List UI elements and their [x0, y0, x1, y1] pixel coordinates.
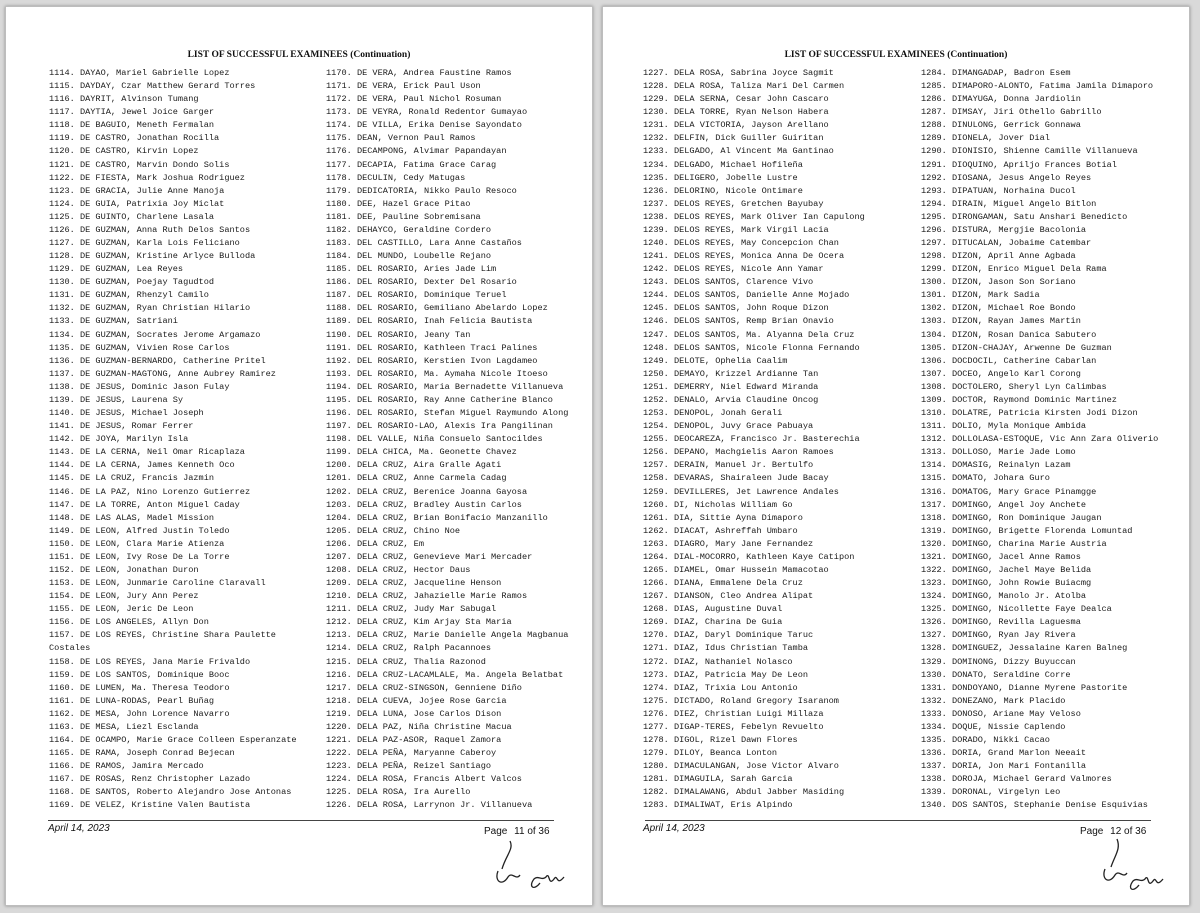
examinee-entry: 1281. DIMAGUILA, Sarah Garcia	[643, 774, 793, 785]
examinee-entry: 1219. DELA LUNA, Jose Carlos Dison	[326, 708, 502, 719]
examinee-entry: 1301. DIZON, Mark Sadia	[921, 290, 1040, 301]
examinee-entry: 1297. DITUCALAN, Jobaime Catembar	[921, 238, 1092, 249]
examinee-entry: 1202. DELA CRUZ, Berenice Joanna Gayosa	[326, 486, 528, 497]
examinee-entry: 1298. DIZON, April Anne Agbada	[921, 251, 1076, 262]
examinee-entry: 1143. DE LA CERNA, Neil Omar Ricaplaza	[49, 447, 245, 458]
examinee-entry: 1310. DOLATRE, Patricia Kirsten Jodi Dizon	[921, 408, 1138, 419]
examinee-entry: 1141. DE JESUS, Romar Ferrer	[49, 421, 194, 432]
examinee-entry: 1338. DOROJA, Michael Gerard Valmores	[921, 774, 1112, 785]
examinee-entry: 1140. DE JESUS, Michael Joseph	[49, 408, 204, 419]
examinee-entry: 1323. DOMINGO, John Rowie Buiacmg	[921, 578, 1092, 589]
examinee-entry: 1220. DELA PAZ, Niña Christine Macua	[326, 721, 512, 732]
examinee-entry: 1174. DE VILLA, Erika Denise Sayondato	[326, 120, 522, 131]
examinee-entry: 1152. DE LEON, Jonathan Duron	[49, 564, 199, 575]
examinee-entry: 1229. DELA SERNA, Cesar John Cascaro	[643, 94, 829, 105]
examinee-entry: 1260. DI, Nicholas William Go	[643, 499, 793, 510]
examinee-entry: 1244. DELOS SANTOS, Danielle Anne Mojado	[643, 290, 850, 301]
examinee-entry: 1115. DAYDAY, Czar Matthew Gerard Torres	[49, 81, 256, 92]
examinee-entry: 1267. DIANSON, Cleo Andrea Alipat	[643, 591, 814, 602]
examinee-entry: 1221. DELA PAZ-ASOR, Raquel Zamora	[326, 734, 502, 745]
examinee-entry: 1249. DELOTE, Ophelia Caalim	[643, 355, 788, 366]
examinee-entry: 1294. DIRAIN, Miguel Angelo Bitlon	[921, 198, 1097, 209]
examinee-entry: 1153. DE LEON, Junmarie Caroline Claravall	[49, 578, 266, 589]
examinee-entry: 1122. DE FIESTA, Mark Joshua Rodriguez	[49, 172, 245, 183]
examinee-entry: 1309. DOCTOR, Raymond Dominic Martinez	[921, 394, 1117, 405]
page-label: Page	[1080, 826, 1104, 837]
examinee-entry: 1303. DIZON, Rayan James Martin	[921, 316, 1081, 327]
examinee-entry: 1167. DE ROSAS, Renz Christopher Lazado	[49, 774, 251, 785]
examinee-entry: 1306. DOCDOCIL, Catherine Cabarlan	[921, 355, 1097, 366]
examinee-entry: 1187. DEL ROSARIO, Dominique Teruel	[326, 290, 507, 301]
examinee-entry: 1166. DE RAMOS, Jamira Mercado	[49, 761, 204, 772]
examinee-entry: 1163. DE MESA, Liezl Esclanda	[49, 721, 199, 732]
examinee-entry: 1159. DE LOS SANTOS, Dominique Booc	[49, 669, 230, 680]
examinee-entry: 1164. DE OCAMPO, Marie Grace Colleen Esperanzate	[49, 734, 297, 745]
examinee-entry: 1286. DIMAYUGA, Donna Jardiolin	[921, 94, 1081, 105]
examinee-entry: 1239. DELOS REYES, Mark Virgil Lacia	[643, 224, 829, 235]
examinee-entry: 1234. DELGADO, Michael Hofileña	[643, 159, 803, 170]
examinee-entry: 1192. DEL ROSARIO, Kerstien Ivon Lagdameo	[326, 355, 538, 366]
examinee-entry: 1272. DIAZ, Nathaniel Nolasco	[643, 656, 793, 667]
examinee-entry: 1307. DOCEO, Angelo Karl Corong	[921, 368, 1081, 379]
examinee-entry: 1320. DOMINGO, Charina Marie Austria	[921, 538, 1107, 549]
examinee-entry: 1332. DONEZANO, Mark Placido	[921, 695, 1066, 706]
examinee-entry: 1207. DELA CRUZ, Genevieve Mari Mercader	[326, 551, 533, 562]
examinee-entry: 1236. DELORINO, Nicole Ontimare	[643, 185, 803, 196]
examinee-entry: 1210. DELA CRUZ, Jahazielle Marie Ramos	[326, 591, 528, 602]
examinee-entry: 1227. DELA ROSA, Sabrina Joyce Sagmit	[643, 68, 834, 78]
examinee-entry: 1213. DELA CRUZ, Marie Danielle Angela Magbanua	[326, 630, 569, 641]
examinee-entry: 1206. DELA CRUZ, Em	[326, 538, 424, 549]
examinee-entry: 1178. DECULIN, Cedy Matugas	[326, 172, 466, 183]
examinee-entry: 1144. DE LA CERNA, James Kenneth Oco	[49, 460, 235, 471]
examinee-entry: 1278. DIGOL, Rizel Dawn Flores	[643, 734, 798, 745]
examinee-entry: 1327. DOMINGO, Ryan Jay Rivera	[921, 630, 1076, 641]
examinee-entry: 1232. DELFIN, Dick Guiller Guiritan	[643, 133, 824, 144]
examinee-entry: 1224. DELA ROSA, Francis Albert Valcos	[326, 774, 522, 785]
examinee-entry: 1162. DE MESA, John Lorence Navarro	[49, 708, 230, 719]
examinee-entry: 1321. DOMINGO, Jacel Anne Ramos	[921, 551, 1081, 562]
examinee-entry: 1333. DONOSO, Ariane May Veloso	[921, 708, 1081, 719]
examinee-entry: 1203. DELA CRUZ, Bradley Austin Carlos	[326, 499, 522, 510]
examinee-entry: 1284. DIMANGADAP, Badron Esem	[921, 68, 1071, 78]
signature-mark	[484, 835, 584, 899]
examinee-entry: 1158. DE LOS REYES, Jana Marie Frivaldo	[49, 656, 251, 667]
examinee-entry: 1233. DELGADO, Al Vincent Ma Gantinao	[643, 146, 834, 157]
examinee-entry: 1191. DEL ROSARIO, Kathleen Traci Palines	[326, 342, 538, 353]
examinee-entry: 1314. DOMASIG, Reinalyn Lazam	[921, 460, 1071, 471]
examinee-entry: 1209. DELA CRUZ, Jacqueline Henson	[326, 578, 502, 589]
examinee-entry: 1280. DIMACULANGAN, Jose Victor Alvaro	[643, 761, 839, 772]
page-label: Page	[484, 826, 508, 837]
examinee-entry: 1317. DOMINGO, Angel Joy Anchete	[921, 499, 1087, 510]
examinee-entry: 1118. DE BAGUIO, Meneth Fermalan	[49, 120, 215, 131]
page-total: of 36	[1124, 826, 1147, 837]
examinee-entry: 1261. DIA, Sittie Ayna Dimaporo	[643, 512, 803, 523]
examinee-entry: 1277. DIGAP-TERES, Febelyn Revuelto	[643, 721, 824, 732]
examinee-entry: 1328. DOMINGUEZ, Jessalaine Karen Balneg	[921, 643, 1128, 654]
examinee-entry: 1293. DIPATUAN, Norhaina Ducol	[921, 185, 1076, 196]
examinee-entry: 1312. DOLLOLASA-ESTOQUE, Vic Ann Zara Oliverio	[921, 434, 1159, 445]
examinee-entry: 1319. DOMINGO, Brigette Florenda Lomuntad	[921, 525, 1133, 536]
examinee-entry: 1289. DIONELA, Jover Dial	[921, 133, 1050, 144]
examinee-entry: 1257. DERAIN, Manuel Jr. Bertulfo	[643, 460, 814, 471]
examinee-entry: 1251. DEMERRY, Niel Edward Miranda	[643, 381, 819, 392]
examinee-entry: 1263. DIAGRO, Mary Jane Fernandez	[643, 538, 814, 549]
page-title: LIST OF SUCCESSFUL EXAMINEES (Continuation)	[784, 50, 1008, 60]
examinee-entry: 1179. DEDICATORIA, Nikko Paulo Resoco	[326, 185, 517, 196]
examinee-entry: 1325. DOMINGO, Nicollette Faye Dealca	[921, 604, 1112, 615]
examinee-entry: 1142. DE JOYA, Marilyn Isla	[49, 434, 189, 445]
examinee-entry: 1184. DEL MUNDO, Loubelle Rejano	[326, 251, 492, 262]
examinee-entry: 1228. DELA ROSA, Taliza Mari Del Carmen	[643, 81, 845, 92]
examinee-entry: 1230. DELA TORRE, Ryan Nelson Habera	[643, 107, 829, 118]
examinee-entry: 1270. DIAZ, Daryl Dominique Taruc	[643, 630, 814, 641]
examinee-entry: 1133. DE GUZMAN, Satriani	[49, 316, 178, 327]
examinee-entry: 1287. DIMSAY, Jiri Othello Gabrillo	[921, 107, 1102, 118]
examinee-entry: 1125. DE GUINTO, Charlene Lasala	[49, 211, 215, 222]
footer-date: April 14, 2023	[48, 823, 110, 834]
examinee-entry: 1123. DE GRACIA, Julie Anne Manoja	[49, 185, 225, 196]
examinee-entry: 1299. DIZON, Enrico Miguel Dela Rama	[921, 264, 1107, 275]
examinee-entry: 1215. DELA CRUZ, Thalia Razonod	[326, 656, 486, 667]
examinee-entry: 1136. DE GUZMAN-BERNARDO, Catherine Pritel	[49, 355, 266, 366]
examinee-entry: 1214. DELA CRUZ, Ralph Pacannoes	[326, 643, 492, 654]
examinee-entry: 1180. DEE, Hazel Grace Pitao	[326, 198, 471, 209]
examinee-entry: 1177. DECAPIA, Fatima Grace Carag	[326, 159, 497, 170]
examinee-column-left	[643, 67, 865, 812]
page-total: of 36	[527, 826, 550, 837]
examinee-entry: 1148. DE LAS ALAS, Madel Mission	[49, 512, 215, 523]
examinee-entry: 1168. DE SANTOS, Roberto Alejandro Jose Antonas	[49, 787, 292, 798]
examinee-entry: 1188. DEL ROSARIO, Gemiliano Abelardo Lopez	[326, 303, 548, 314]
examinee-entry: 1204. DELA CRUZ, Brian Bonifacio Manzanillo	[326, 512, 548, 523]
examinee-entry: 1145. DE LA CRUZ, Francis Jazmin	[49, 473, 215, 484]
examinee-entry: 1225. DELA ROSA, Ira Aurello	[326, 787, 471, 798]
examinee-entry: 1243. DELOS SANTOS, Clarence Vivo	[643, 277, 814, 288]
examinee-entry: 1195. DEL ROSARIO, Ray Anne Catherine Blanco	[326, 394, 553, 405]
examinee-column-right	[921, 67, 1158, 812]
examinee-entry: 1329. DOMINONG, Dizzy Buyuccan	[921, 656, 1076, 667]
examinee-entry: 1196. DEL ROSARIO, Stefan Miguel Raymundo Along	[326, 408, 569, 419]
examinee-entry: 1130. DE GUZMAN, Poejay Tagudtod	[49, 277, 215, 288]
examinee-entry: 1132. DE GUZMAN, Ryan Christian Hilario	[49, 303, 251, 314]
examinee-entry: 1290. DIONISIO, Shienne Camille Villanueva	[921, 146, 1138, 157]
examinee-entry: 1259. DEVILLERES, Jet Lawrence Andales	[643, 486, 839, 497]
examinee-entry: 1198. DEL VALLE, Niña Consuelo Santocildes	[326, 434, 543, 445]
examinee-entry: 1146. DE LA PAZ, Nino Lorenzo Gutierrez	[49, 486, 251, 497]
examinee-entry: 1324. DOMINGO, Manolo Jr. Atolba	[921, 591, 1087, 602]
examinee-entry: 1208. DELA CRUZ, Hector Daus	[326, 564, 471, 575]
examinee-entry: 1305. DIZON-CHAJAY, Arwenne De Guzman	[921, 342, 1112, 353]
examinee-entry: 1194. DEL ROSARIO, Maria Bernadette Villanueva	[326, 381, 564, 392]
footer-rule	[645, 820, 1151, 821]
examinee-entry: 1258. DEVARAS, Shairaleen Jude Bacay	[643, 473, 829, 484]
examinee-entry: 1172. DE VERA, Paul Nichol Rosuman	[326, 94, 502, 105]
examinee-entry: 1139. DE JESUS, Laurena Sy	[49, 394, 184, 405]
examinee-entry: 1238. DELOS REYES, Mark Oliver Ian Capulong	[643, 211, 865, 222]
examinee-entry: 1273. DIAZ, Patricia May De Leon	[643, 669, 809, 680]
examinee-entry: 1252. DENALO, Arvia Claudine Oncog	[643, 394, 819, 405]
examinee-entry: Costales	[49, 643, 91, 654]
examinee-entry: 1254. DENOPOL, Juvy Grace Pabuaya	[643, 421, 814, 432]
examinee-entry: 1313. DOLLOSO, Marie Jade Lomo	[921, 447, 1076, 458]
examinee-entry: 1190. DEL ROSARIO, Jeany Tan	[326, 329, 471, 340]
examinee-entry: 1248. DELOS SANTOS, Nicole Flonna Fernando	[643, 342, 860, 353]
examinee-entry: 1237. DELOS REYES, Gretchen Bayubay	[643, 198, 824, 209]
examinee-entry: 1134. DE GUZMAN, Socrates Jerome Argamazo	[49, 329, 261, 340]
examinee-entry: 1212. DELA CRUZ, Kim Arjay Sta Maria	[326, 617, 512, 628]
examinee-entry: 1302. DIZON, Michael Roe Bondo	[921, 303, 1076, 314]
examinee-entry: 1138. DE JESUS, Dominic Jason Fulay	[49, 381, 230, 392]
examinee-entry: 1279. DILOY, Beanca Lonton	[643, 748, 778, 759]
examinee-entry: 1137. DE GUZMAN-MAGTONG, Anne Aubrey Ramirez	[49, 368, 276, 379]
examinee-entry: 1161. DE LUNA-RODAS, Pearl Buñag	[49, 695, 215, 706]
examinee-entry: 1173. DE VEYRA, Ronald Redentor Gumayao	[326, 107, 528, 118]
examinee-entry: 1135. DE GUZMAN, Vivien Rose Carlos	[49, 342, 230, 353]
examinee-entry: 1170. DE VERA, Andrea Faustine Ramos	[326, 68, 512, 78]
examinee-entry: 1128. DE GUZMAN, Kristine Arlyce Bulloda	[49, 251, 256, 262]
examinee-entry: 1199. DELA CHICA, Ma. Geonette Chavez	[326, 447, 517, 458]
examinee-entry: 1217. DELA CRUZ-SINGSON, Genniene Diño	[326, 682, 522, 693]
examinee-entry: 1275. DICTADO, Roland Gregory Isaranom	[643, 695, 839, 706]
examinee-entry: 1222. DELA PEÑA, Maryanne Caberoy	[326, 748, 497, 759]
examinee-entry: 1265. DIAMEL, Omar Hussein Mamacotao	[643, 564, 829, 575]
examinee-entry: 1155. DE LEON, Jeric De Leon	[49, 604, 194, 615]
page-title: LIST OF SUCCESSFUL EXAMINEES (Continuation)	[187, 50, 411, 60]
examinee-column-right	[326, 67, 568, 812]
examinee-entry: 1318. DOMINGO, Ron Dominique Jaugan	[921, 512, 1102, 523]
examinee-entry: 1250. DEMAYO, Krizzel Ardianne Tan	[643, 368, 819, 379]
examinee-entry: 1120. DE CASTRO, Kirvin Lopez	[49, 146, 199, 157]
examinee-entry: 1266. DIANA, Emmalene Dela Cruz	[643, 578, 803, 589]
document-page-11	[5, 6, 593, 906]
examinee-entry: 1264. DIAL-MOCORRO, Kathleen Kaye Catipon	[643, 551, 855, 562]
examinee-entry: 1336. DORIA, Grand Marlon Neeait	[921, 748, 1087, 759]
examinee-entry: 1288. DINULONG, Gerrick Gonnawa	[921, 120, 1081, 131]
examinee-entry: 1216. DELA CRUZ-LACAMLALE, Ma. Angela Belatbat	[326, 669, 564, 680]
examinee-entry: 1268. DIAS, Augustine Duval	[643, 604, 783, 615]
examinee-entry: 1274. DIAZ, Trixia Lou Antonio	[643, 682, 798, 693]
examinee-entry: 1149. DE LEON, Alfred Justin Toledo	[49, 525, 230, 536]
examinee-entry: 1335. DORADO, Nikki Cacao	[921, 734, 1050, 745]
examinee-entry: 1304. DIZON, Rosan Danica Sabutero	[921, 329, 1097, 340]
examinee-entry: 1114. DAYAO, Mariel Gabrielle Lopez	[49, 68, 230, 78]
examinee-entry: 1231. DELA VICTORIA, Jayson Arellano	[643, 120, 829, 131]
examinee-entry: 1127. DE GUZMAN, Karla Lois Feliciano	[49, 238, 240, 249]
examinee-entry: 1339. DORONAL, Virgelyn Leo	[921, 787, 1061, 798]
examinee-entry: 1157. DE LOS REYES, Christine Shara Paulette	[49, 630, 276, 641]
examinee-entry: 1183. DEL CASTILLO, Lara Anne Castaños	[326, 238, 522, 249]
signature-mark	[1093, 835, 1193, 899]
examinee-entry: 1189. DEL ROSARIO, Inah Felicia Bautista	[326, 316, 533, 327]
examinee-entry: 1253. DENOPOL, Jonah Gerali	[643, 408, 783, 419]
examinee-entry: 1282. DIMALAWANG, Abdul Jabber Masiding	[643, 787, 845, 798]
examinee-entry: 1154. DE LEON, Jury Ann Perez	[49, 591, 199, 602]
examinee-entry: 1129. DE GUZMAN, Lea Reyes	[49, 264, 184, 275]
examinee-entry: 1292. DIOSANA, Jesus Angelo Reyes	[921, 172, 1092, 183]
footer-date: April 14, 2023	[643, 823, 705, 834]
examinee-entry: 1331. DONDOYANO, Dianne Myrene Pastorite	[921, 682, 1128, 693]
examinee-entry: 1276. DIEZ, Christian Luigi Millaza	[643, 708, 824, 719]
page-current: 12	[1110, 826, 1122, 837]
examinee-entry: 1247. DELOS SANTOS, Ma. Alyanna Dela Cruz	[643, 329, 855, 340]
examinee-entry: 1246. DELOS SANTOS, Remp Brian Onavio	[643, 316, 834, 327]
examinee-entry: 1226. DELA ROSA, Larrynon Jr. Villanueva	[326, 800, 533, 811]
examinee-entry: 1283. DIMALIWAT, Eris Alpindo	[643, 800, 793, 811]
examinee-entry: 1255. DEOCAREZA, Francisco Jr. Basterechia	[643, 434, 860, 445]
examinee-entry: 1326. DOMINGO, Revilla Laguesma	[921, 617, 1081, 628]
examinee-entry: 1124. DE GUIA, Patrixia Joy Miclat	[49, 198, 225, 209]
examinee-column-left	[49, 67, 297, 812]
examinee-entry: 1117. DAYTIA, Jewel Joice Garger	[49, 107, 215, 118]
examinee-entry: 1271. DIAZ, Idus Christian Tamba	[643, 643, 809, 654]
examinee-entry: 1156. DE LOS ANGELES, Allyn Don	[49, 617, 209, 628]
examinee-entry: 1182. DEHAYCO, Geraldine Cordero	[326, 224, 492, 235]
examinee-entry: 1169. DE VELEZ, Kristine Valen Bautista	[49, 800, 251, 811]
page-current: 11	[514, 826, 525, 837]
examinee-entry: 1330. DONATO, Seraldine Corre	[921, 669, 1071, 680]
examinee-entry: 1147. DE LA TORRE, Anton Miguel Caday	[49, 499, 240, 510]
examinee-entry: 1295. DIRONGAMAN, Satu Anshari Benedicto	[921, 211, 1128, 222]
examinee-entry: 1181. DEE, Pauline Sobremisana	[326, 211, 481, 222]
examinee-entry: 1316. DOMATOG, Mary Grace Pinamgge	[921, 486, 1097, 497]
examinee-entry: 1334. DOQUE, Nissie Caplendo	[921, 721, 1066, 732]
examinee-entry: 1315. DOMATO, Johara Guro	[921, 473, 1050, 484]
examinee-entry: 1300. DIZON, Jason Son Soriano	[921, 277, 1076, 288]
examinee-entry: 1186. DEL ROSARIO, Dexter Del Rosario	[326, 277, 517, 288]
examinee-entry: 1131. DE GUZMAN, Rhenzyl Camilo	[49, 290, 209, 301]
footer-rule	[48, 820, 554, 821]
examinee-entry: 1185. DEL ROSARIO, Aries Jade Lim	[326, 264, 497, 275]
examinee-entry: 1337. DORIA, Jon Mari Fontanilla	[921, 761, 1087, 772]
examinee-entry: 1126. DE GUZMAN, Anna Ruth Delos Santos	[49, 224, 251, 235]
examinee-entry: 1296. DISTURA, Mergjie Bacolonia	[921, 224, 1087, 235]
examinee-entry: 1176. DECAMPONG, Alvimar Papandayan	[326, 146, 507, 157]
examinee-entry: 1165. DE RAMA, Joseph Conrad Bejecan	[49, 748, 235, 759]
examinee-entry: 1201. DELA CRUZ, Anne Carmela Cadag	[326, 473, 507, 484]
document-page-12	[602, 6, 1190, 906]
examinee-entry: 1245. DELOS SANTOS, John Roque Dizon	[643, 303, 829, 314]
examinee-entry: 1340. DOS SANTOS, Stephanie Denise Esquivias	[921, 800, 1148, 811]
examinee-entry: 1121. DE CASTRO, Marvin Dondo Solis	[49, 159, 230, 170]
examinee-entry: 1241. DELOS REYES, Monica Anna De Ocera	[643, 251, 845, 262]
examinee-entry: 1205. DELA CRUZ, Chino Noe	[326, 525, 461, 536]
examinee-entry: 1240. DELOS REYES, May Concepcion Chan	[643, 238, 839, 249]
examinee-entry: 1223. DELA PEÑA, Reizel Santiago	[326, 761, 492, 772]
examinee-entry: 1160. DE LUMEN, Ma. Theresa Teodoro	[49, 682, 230, 693]
examinee-entry: 1285. DIMAPORO-ALONTO, Fatima Jamila Dimaporo	[921, 81, 1154, 92]
examinee-entry: 1119. DE CASTRO, Jonathan Rocilla	[49, 133, 220, 144]
examinee-entry: 1322. DOMINGO, Jachel Maye Belida	[921, 564, 1092, 575]
examinee-entry: 1291. DIOQUINO, Apriljo Frances Botial	[921, 159, 1117, 170]
examinee-entry: 1256. DEPANO, Machgielis Aaron Ramoes	[643, 447, 834, 458]
examinee-entry: 1262. DIACAT, Ashreffah Umbaro	[643, 525, 798, 536]
examinee-entry: 1211. DELA CRUZ, Judy Mar Sabugal	[326, 604, 497, 615]
examinee-entry: 1171. DE VERA, Erick Paul Uson	[326, 81, 481, 92]
examinee-entry: 1308. DOCTOLERO, Sheryl Lyn Calimbas	[921, 381, 1107, 392]
examinee-entry: 1269. DIAZ, Charina De Guia	[643, 617, 783, 628]
examinee-entry: 1150. DE LEON, Clara Marie Atienza	[49, 538, 225, 549]
examinee-entry: 1197. DEL ROSARIO-LAO, Alexis Ira Pangilinan	[326, 421, 553, 432]
examinee-entry: 1193. DEL ROSARIO, Ma. Aymaha Nicole Itoeso	[326, 368, 548, 379]
examinee-entry: 1311. DOLIO, Myla Monique Ambida	[921, 421, 1087, 432]
examinee-entry: 1242. DELOS REYES, Nicole Ann Yamar	[643, 264, 824, 275]
examinee-entry: 1200. DELA CRUZ, Aira Gralle Agati	[326, 460, 502, 471]
examinee-entry: 1175. DEAN, Vernon Paul Ramos	[326, 133, 476, 144]
examinee-entry: 1235. DELIGERO, Jobelle Lustre	[643, 172, 798, 183]
examinee-entry: 1218. DELA CUEVA, Jojee Rose Garcia	[326, 695, 507, 706]
examinee-entry: 1116. DAYRIT, Alvinson Tumang	[49, 94, 199, 105]
examinee-entry: 1151. DE LEON, Ivy Rose De La Torre	[49, 551, 230, 562]
